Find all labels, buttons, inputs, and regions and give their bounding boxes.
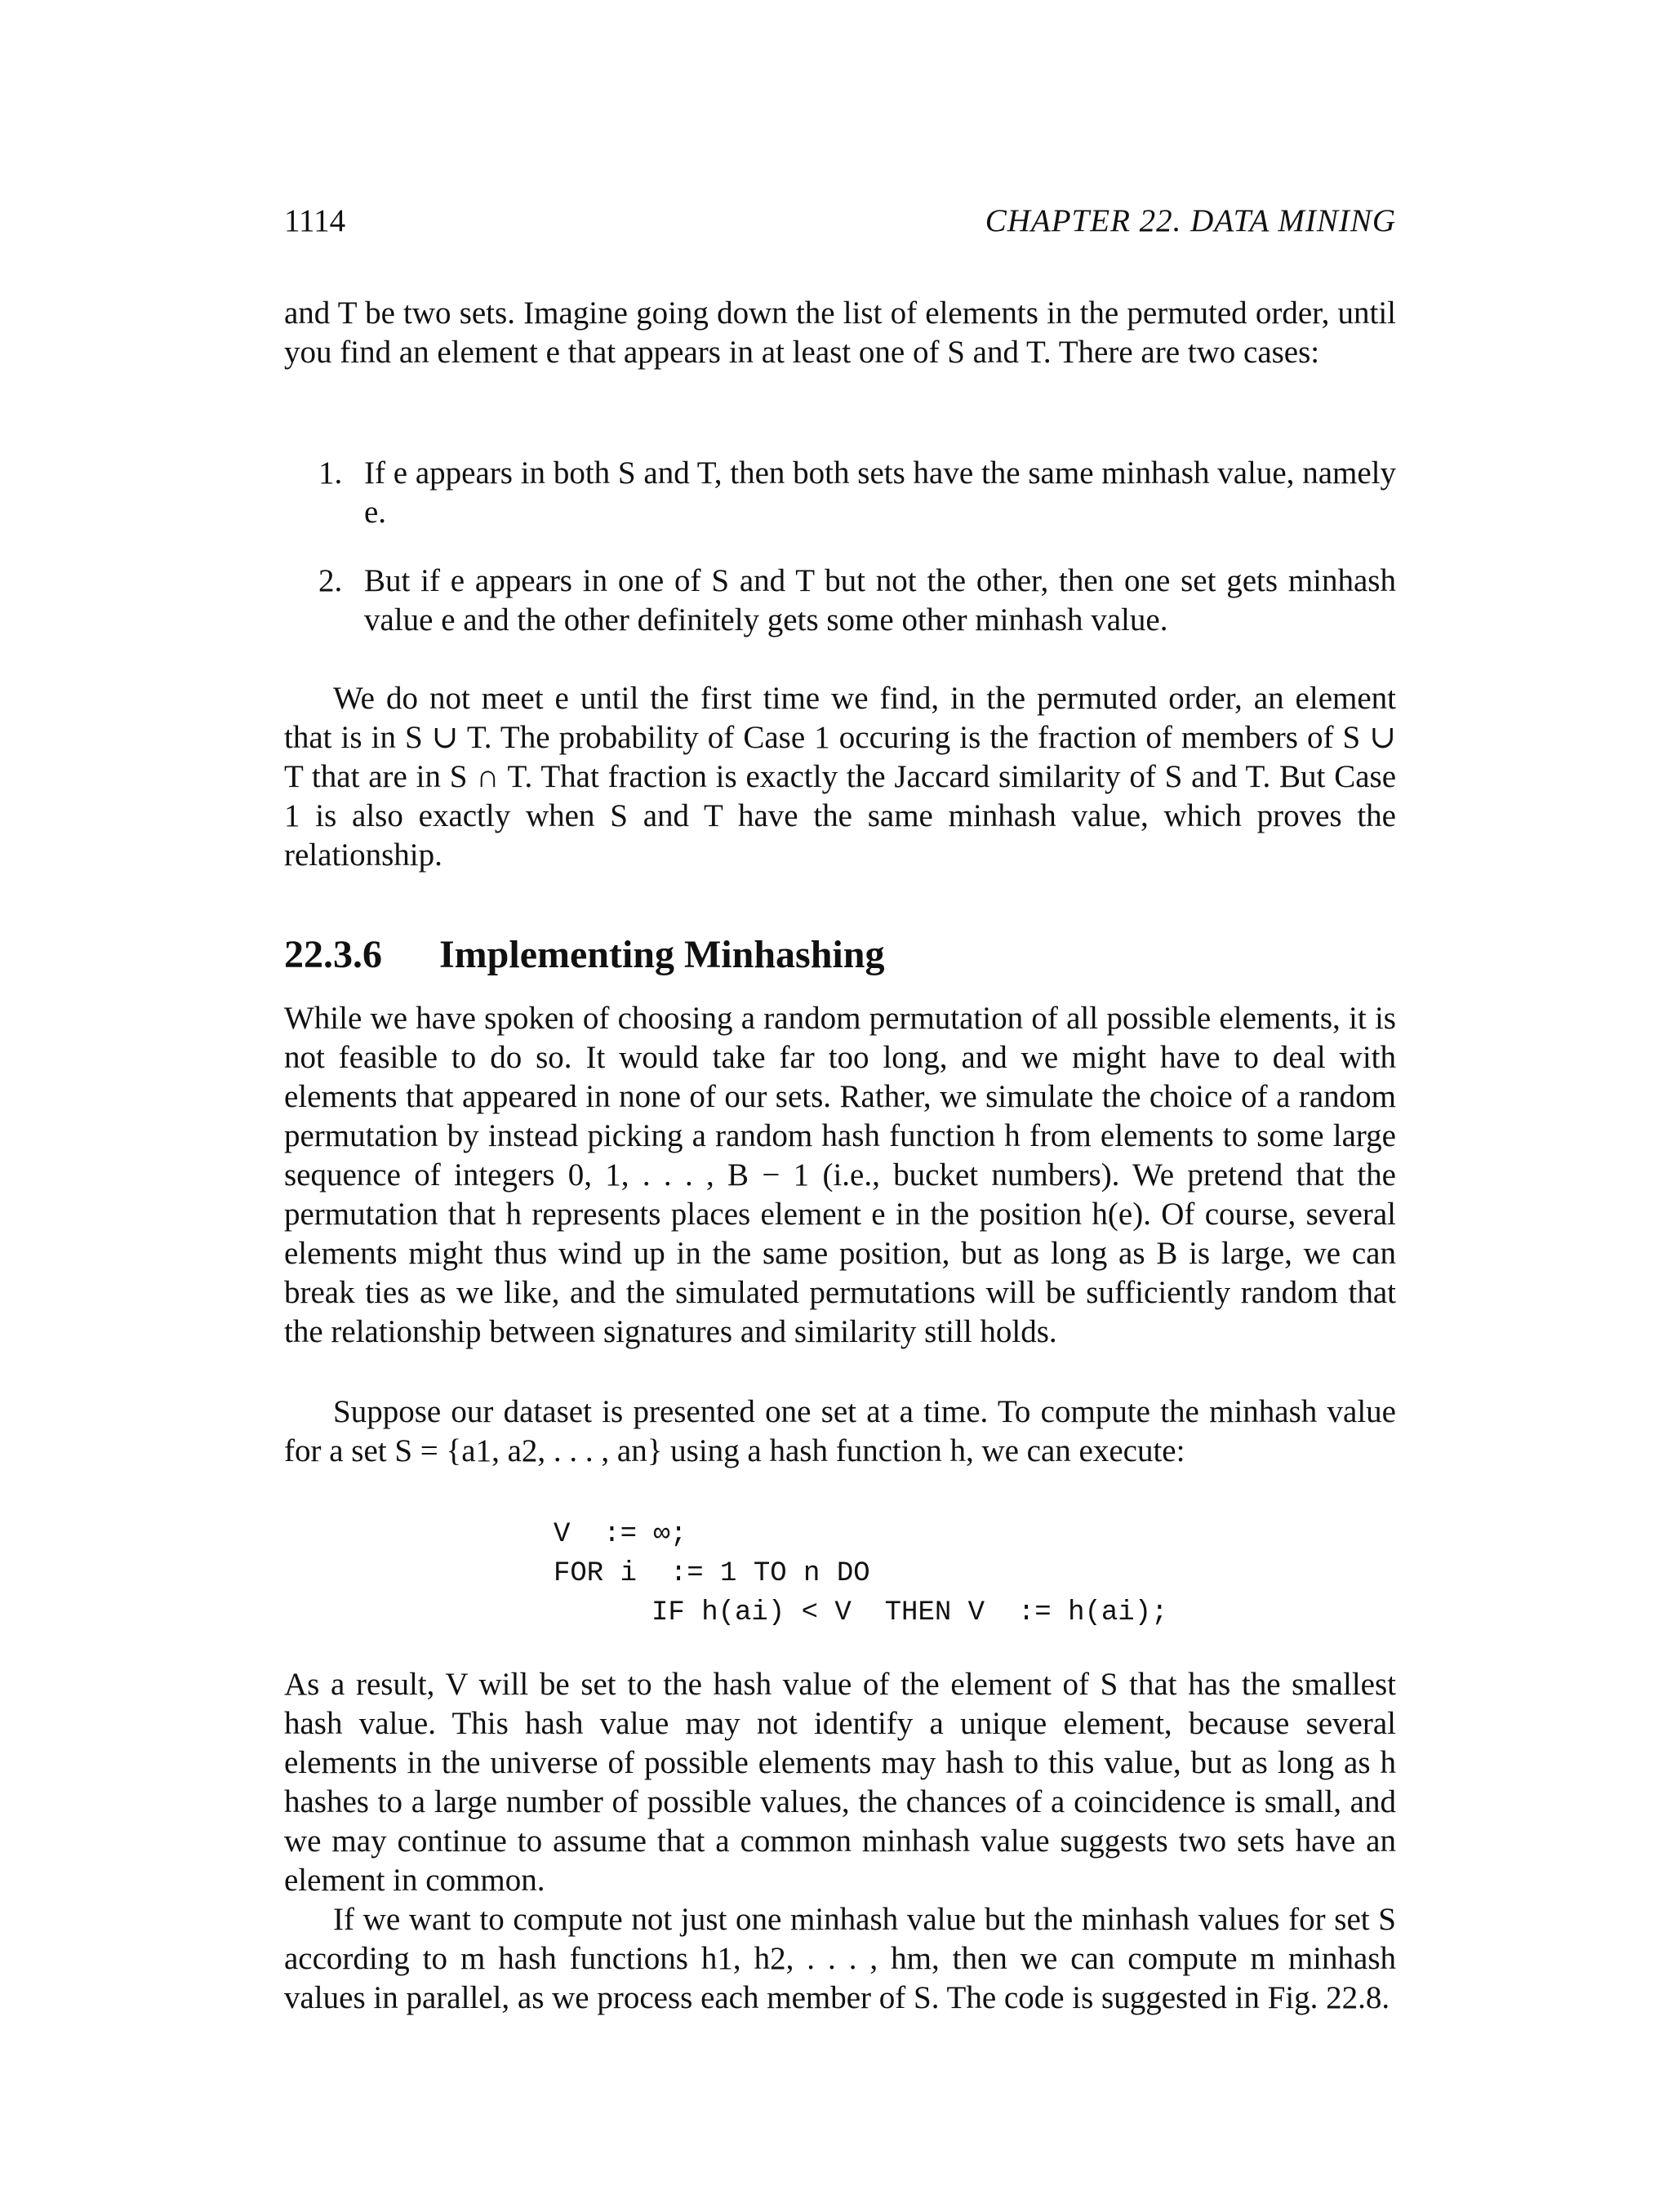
page-number: 1114	[284, 203, 346, 238]
section-number: 22.3.6	[284, 933, 382, 976]
code-line: IF h(ai) < V THEN V := h(ai);	[651, 1597, 1168, 1628]
running-header	[284, 202, 1396, 243]
list-item-number: 1.	[318, 455, 343, 491]
list-item	[318, 454, 1396, 532]
cases-list	[318, 454, 1396, 532]
body-paragraph: Suppose our dataset is presented one set at a time. To compute the minhash value for a set S = {a1, a2, . . . , an} using a hash function h, we can execute:	[284, 1394, 1396, 1468]
body-paragraph: While we have spoken of choosing a random permutation of all possible elements, it is not feasible to do so. It would take far too long, and we might have to deal with elements that appeared in none of our sets. Rather, we simulate the choice of a random permutation by instead picking a random hash function h from elements to some large sequence of integers 0, 1, . . . , B − 1 (i.e., bucket numbers). We pretend that the permutation that h represents places element e in the position h(e). Of course, several elements might thus wind up in the same position, but as long as B is large, we can break ties as we like, and the simulated permutations will be sufficiently random that the relationship between signatures and similarity still holds.	[284, 1001, 1396, 1349]
body-paragraph: If we want to compute not just one minhash value but the minhash values for set S according to m hash functions h1, h2, . . . , hm, then we can compute m minhash values in parallel, as we process each member of S. The code is suggested in Fig. 22.8.	[284, 1902, 1396, 2015]
chapter-title: CHAPTER 22. DATA MINING	[985, 203, 1396, 238]
list-item	[318, 562, 1396, 640]
code-line: FOR i := 1 TO n DO	[554, 1558, 870, 1589]
section-title: Implementing Minhashing	[439, 933, 885, 976]
section-heading	[284, 931, 1396, 979]
body-paragraph: As a result, V will be set to the hash value of the element of S that has the smallest hash value. This hash value may not identify a unique element, because several elements in the universe of possible elements may hash to this value, but as long as h hashes to a large number of possible values, the chances of a coincidence is small, and we may continue to assume that a common minhash value suggests two sets have an element in common.	[284, 1667, 1396, 1898]
intro-paragraph: and T be two sets. Imagine going down the list of elements in the permuted order, until you find an element e that appears in at least one of S and T. There are two cases:	[284, 295, 1396, 370]
code-line: V := ∞;	[554, 1519, 687, 1550]
proof-paragraph: We do not meet e until the first time we find, in the permuted order, an element that is in S ∪ T. The probability of Case 1 occuring is the fraction of members of S ∪ T that are in S ∩ T. That fraction is exactly the Jaccard similarity of S and T. But Case 1 is also exactly when S and T have the same minhash value, which proves the relationship.	[284, 681, 1396, 873]
cases-list-continued	[318, 562, 1396, 640]
code-block	[554, 1515, 1396, 1632]
list-item-text: If e appears in both S and T, then both sets have the same minhash value, namely e.	[364, 455, 1396, 530]
list-item-number: 2.	[318, 563, 343, 598]
list-item-text: But if e appears in one of S and T but not the other, then one set gets minhash value e and the other definitely gets some other minhash value.	[364, 563, 1396, 637]
